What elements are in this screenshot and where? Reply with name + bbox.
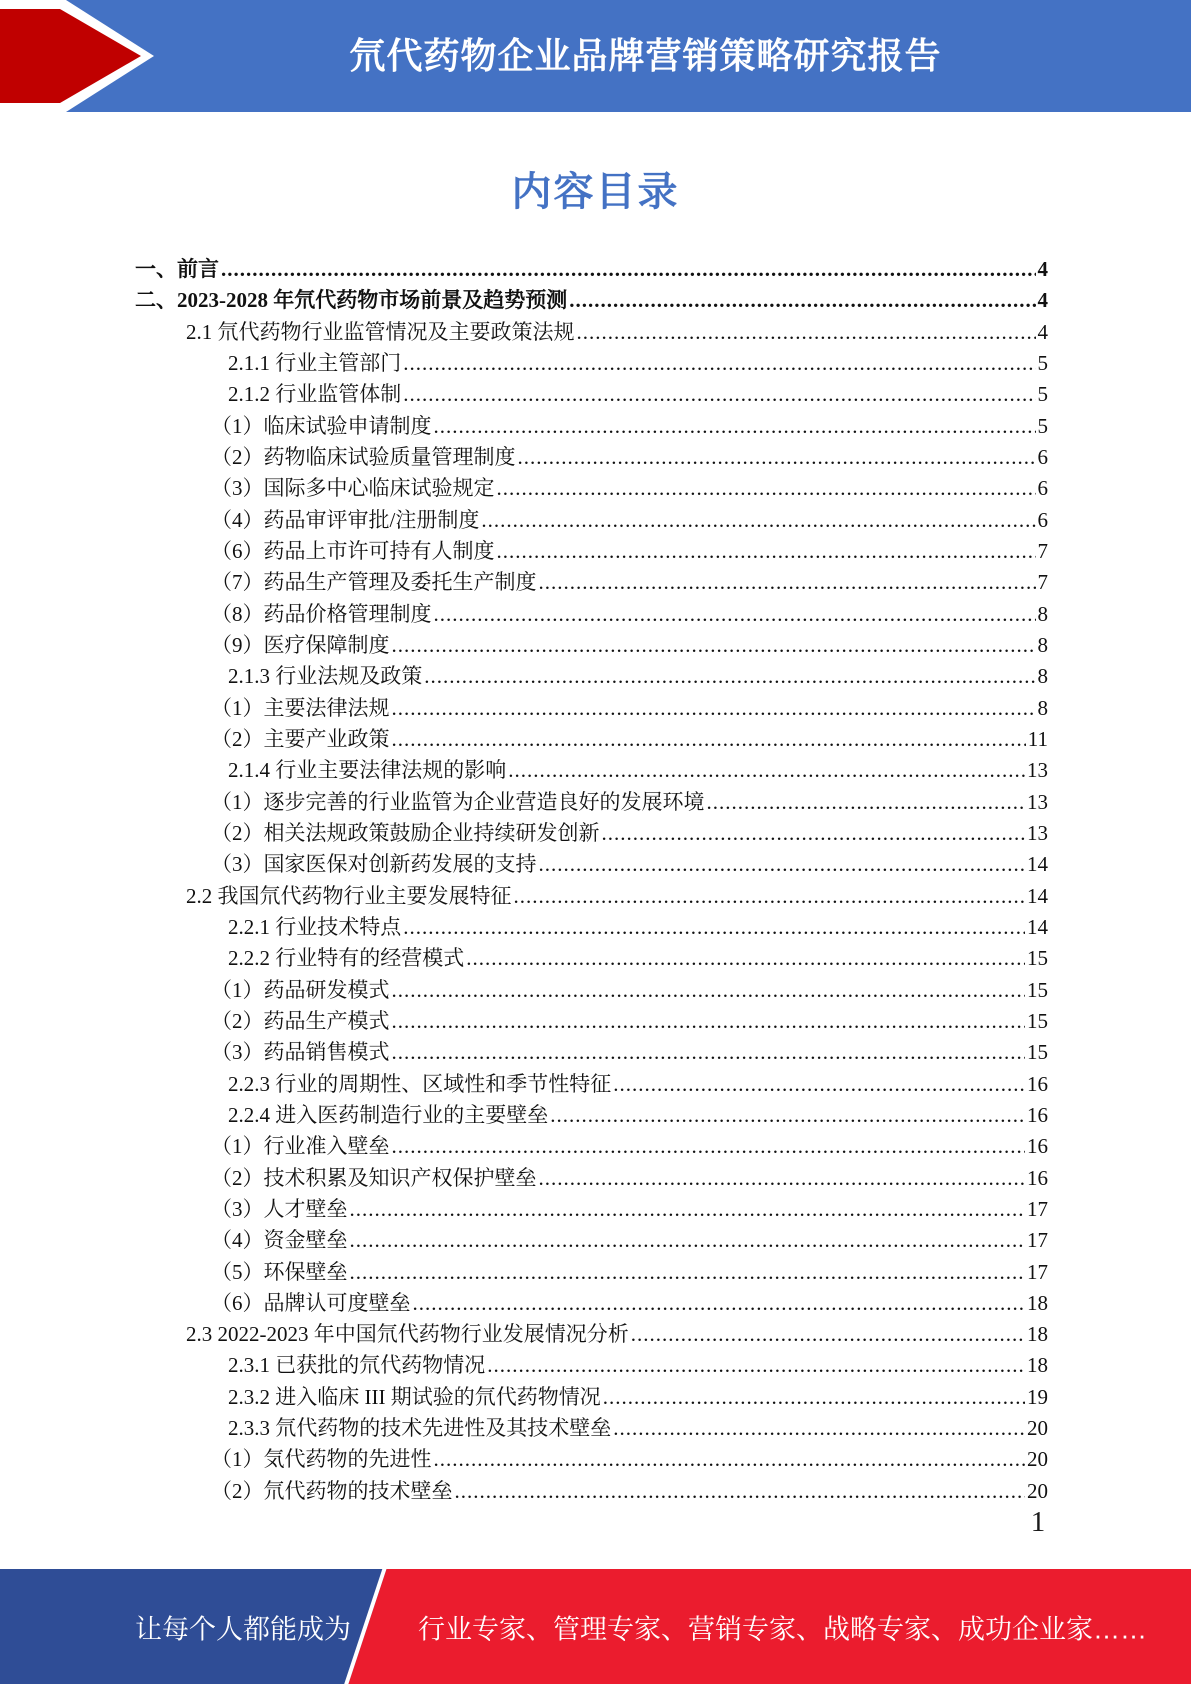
toc-entry[interactable]: [135, 849, 1048, 880]
toc-dot-leader: [497, 473, 1036, 504]
toc-dot-leader: [631, 1319, 1025, 1350]
toc-dot-leader: [569, 285, 1035, 316]
toc-dot-leader: [434, 411, 1036, 442]
toc-entry-label: （3）国际多中心临床试验规定: [211, 476, 495, 501]
toc-dot-leader: [481, 505, 1035, 536]
toc-entry[interactable]: [135, 1163, 1048, 1194]
toc-dot-leader: [392, 975, 1026, 1006]
toc-dot-leader: [403, 379, 1035, 410]
toc-entry[interactable]: [135, 1225, 1048, 1256]
toc-entry-label: （1）主要法律法规: [211, 695, 390, 720]
toc-entry[interactable]: [135, 755, 1048, 786]
toc-entry-label: （3）人才壁垒: [211, 1196, 348, 1221]
toc-entry-label: 2.2 我国氘代药物行业主要发展特征: [186, 883, 512, 908]
toc-entry-label: （6）品牌认可度壁垒: [211, 1290, 411, 1315]
toc-entry-label: （2）药物临床试验质量管理制度: [211, 444, 516, 469]
toc-entry-label: （4）药品审评审批/注册制度: [211, 507, 480, 532]
toc-dot-leader: [539, 567, 1036, 598]
toc-dot-leader: [497, 536, 1036, 567]
toc-entry[interactable]: [135, 1006, 1048, 1037]
report-title: 氘代药物企业品牌营销策略研究报告: [349, 35, 942, 76]
toc-entry-label: （4）资金壁垒: [211, 1228, 348, 1253]
toc-entry[interactable]: [135, 379, 1048, 410]
toc-entry-page: 18: [1027, 1322, 1048, 1347]
toc-entry-page: 8: [1037, 664, 1048, 689]
toc-entry-label: 2.2.2 行业特有的经营模式: [228, 946, 465, 971]
toc-entry-page: 16: [1027, 1134, 1048, 1159]
toc-entry[interactable]: [135, 1413, 1048, 1444]
toc-entry-label: （1）気代药物的先进性: [211, 1447, 432, 1472]
toc-dot-leader: [434, 1444, 1026, 1475]
toc-entry[interactable]: [135, 536, 1048, 567]
toc-dot-leader: [350, 1257, 1026, 1288]
toc-entry-label: 2.1 氘代药物行业监管情况及主要政策法规: [186, 319, 575, 344]
toc-entry-label: （1）行业准入壁垒: [211, 1134, 390, 1159]
toc-entry-page: 5: [1037, 350, 1048, 375]
toc-dot-leader: [392, 1006, 1026, 1037]
toc-entry-label: （5）环保壁垒: [211, 1259, 348, 1284]
toc-entry[interactable]: [135, 254, 1048, 285]
toc-entry-label: 2.1.3 行业法规及政策: [228, 664, 423, 689]
toc-entry[interactable]: [135, 1288, 1048, 1319]
toc-entry-page: 4: [1037, 288, 1048, 313]
toc-entry-page: 20: [1027, 1416, 1048, 1441]
toc-entry[interactable]: [135, 285, 1048, 316]
toc-entry-label: （7）药品生产管理及委托生产制度: [211, 570, 537, 595]
toc-entry-label: （2）相关法规政策鼓励企业持续研发创新: [211, 820, 600, 845]
toc-entry-page: 8: [1037, 632, 1048, 657]
toc-dot-leader: [577, 317, 1036, 348]
toc-heading: 内容目录: [511, 169, 680, 214]
toc-entry-label: 2.2.4 进入医药制造行业的主要壁垒: [228, 1102, 549, 1127]
toc-entry[interactable]: [135, 975, 1048, 1006]
toc-entry-page: 15: [1027, 977, 1048, 1002]
toc-entry-page: 18: [1027, 1353, 1048, 1378]
toc-dot-leader: [455, 1476, 1026, 1507]
toc-entry-page: 14: [1027, 883, 1048, 908]
toc-entry-page: 16: [1027, 1071, 1048, 1096]
toc-entry-page: 6: [1037, 444, 1048, 469]
toc-entry[interactable]: [135, 442, 1048, 473]
toc-dot-leader: [603, 1382, 1025, 1413]
toc-entry-page: 15: [1027, 1040, 1048, 1065]
toc-entry-page: 20: [1027, 1447, 1048, 1472]
toc-entry[interactable]: [135, 943, 1048, 974]
toc-entry-label: 2.3 2022-2023 年中国氘代药物行业发展情况分析: [186, 1322, 629, 1347]
toc-entry-page: 18: [1027, 1290, 1048, 1315]
toc-entry-label: （2）主要产业政策: [211, 726, 390, 751]
toc-entry[interactable]: [135, 599, 1048, 630]
toc-list: [135, 254, 1048, 1507]
toc-entry-label: 2.3.3 氘代药物的技术先进性及其技术壁垒: [228, 1416, 612, 1441]
toc-dot-leader: [487, 1350, 1025, 1381]
toc-dot-leader: [514, 881, 1026, 912]
toc-entry-page: 17: [1027, 1196, 1048, 1221]
toc-entry-page: 17: [1027, 1259, 1048, 1284]
toc-entry[interactable]: [135, 1257, 1048, 1288]
toc-entry-page: 7: [1037, 570, 1048, 595]
toc-entry-page: 14: [1027, 852, 1048, 877]
toc-dot-leader: [392, 1131, 1026, 1162]
toc-entry-label: （9）医疗保障制度: [211, 632, 390, 657]
toc-entry[interactable]: [135, 411, 1048, 442]
toc-entry[interactable]: [135, 881, 1048, 912]
toc-entry[interactable]: [135, 1476, 1048, 1507]
toc-entry[interactable]: [135, 1444, 1048, 1475]
toc-entry-page: 13: [1027, 820, 1048, 845]
toc-entry[interactable]: [135, 1350, 1048, 1381]
page-number: 1: [1030, 1506, 1046, 1538]
header-banner: [0, 0, 1191, 112]
toc-entry[interactable]: [135, 693, 1048, 724]
toc-dot-leader: [508, 755, 1025, 786]
toc-entry[interactable]: [135, 505, 1048, 536]
toc-dot-leader: [707, 787, 1026, 818]
toc-entry-label: （6）药品上市许可持有人制度: [211, 538, 495, 563]
toc-entry-page: 15: [1027, 1008, 1048, 1033]
toc-entry-page: 19: [1027, 1384, 1048, 1409]
toc-entry-label: （1）临床试验申请制度: [211, 413, 432, 438]
toc-entry-label: （8）药品价格管理制度: [211, 601, 432, 626]
toc-dot-leader: [466, 943, 1025, 974]
toc-dot-leader: [613, 1069, 1025, 1100]
toc-entry[interactable]: [135, 630, 1048, 661]
toc-entry-label: 2.2.1 行业技术特点: [228, 914, 402, 939]
toc-entry-label: 二、2023-2028 年氘代药物市场前景及趋势预测: [135, 288, 568, 313]
toc-entry[interactable]: [135, 1194, 1048, 1225]
toc-dot-leader: [403, 348, 1035, 379]
toc-dot-leader: [613, 1413, 1025, 1444]
toc-dot-leader: [392, 693, 1036, 724]
toc-entry-page: 6: [1037, 507, 1048, 532]
toc-entry-label: 一、前言: [135, 257, 219, 281]
toc-dot-leader: [539, 849, 1026, 880]
toc-entry-label: 2.1.4 行业主要法律法规的影响: [228, 758, 507, 783]
toc-entry[interactable]: [135, 818, 1048, 849]
toc-dot-leader: [350, 1194, 1026, 1225]
toc-dot-leader: [392, 724, 1026, 755]
toc-entry-page: 8: [1037, 601, 1048, 626]
toc-entry-label: 2.3.1 已获批的氘代药物情况: [228, 1353, 486, 1378]
toc-entry-label: （2）氘代药物的技术壁垒: [211, 1478, 453, 1503]
toc-entry-page: 16: [1027, 1102, 1048, 1127]
toc-entry-page: 4: [1037, 319, 1048, 344]
toc-entry[interactable]: [135, 1382, 1048, 1413]
toc-entry[interactable]: [135, 567, 1048, 598]
toc-entry-page: 5: [1037, 413, 1048, 438]
toc-entry-page: 8: [1037, 695, 1048, 720]
toc-dot-leader: [221, 254, 1036, 285]
toc-dot-leader: [413, 1288, 1026, 1319]
toc-entry-page: 6: [1037, 476, 1048, 501]
footer-slogan-left: 让每个人都能成为: [135, 1614, 351, 1644]
toc-entry-page: 5: [1037, 382, 1048, 407]
toc-dot-leader: [424, 661, 1035, 692]
toc-dot-leader: [392, 1037, 1026, 1068]
toc-entry[interactable]: [135, 1037, 1048, 1068]
toc-entry-page: 14: [1027, 914, 1048, 939]
toc-dot-leader: [550, 1100, 1025, 1131]
toc-entry-label: （3）国家医保对创新药发展的支持: [211, 852, 537, 877]
toc-entry-label: 2.1.2 行业监管体制: [228, 382, 402, 407]
toc-entry[interactable]: [135, 1131, 1048, 1162]
toc-dot-leader: [403, 912, 1025, 943]
toc-entry[interactable]: [135, 473, 1048, 504]
toc-entry[interactable]: [135, 1319, 1048, 1350]
toc-entry[interactable]: [135, 317, 1048, 348]
toc-entry-label: （1）逐步完善的行业监管为企业营造良好的发展环境: [211, 789, 705, 814]
toc-dot-leader: [518, 442, 1036, 473]
toc-entry[interactable]: [135, 724, 1048, 755]
toc-entry-label: 2.3.2 进入临床 III 期试验的氘代药物情况: [228, 1384, 601, 1409]
toc-entry[interactable]: [135, 787, 1048, 818]
toc-entry-page: 13: [1027, 758, 1048, 783]
toc-dot-leader: [350, 1225, 1026, 1256]
footer-banner: [0, 1569, 1191, 1684]
toc-entry[interactable]: [135, 912, 1048, 943]
toc-entry[interactable]: [135, 1069, 1048, 1100]
red-chevron-icon: [0, 0, 160, 112]
toc-entry-page: 17: [1027, 1228, 1048, 1253]
footer-slogan-right: 行业专家、管理专家、营销专家、战略专家、成功企业家……: [418, 1614, 1147, 1644]
toc-dot-leader: [539, 1163, 1026, 1194]
toc-entry-page: 16: [1027, 1165, 1048, 1190]
toc-entry-label: 2.1.1 行业主管部门: [228, 350, 402, 375]
toc-entry-page: 7: [1037, 538, 1048, 563]
toc-entry-label: （1）药品研发模式: [211, 977, 390, 1002]
toc-dot-leader: [434, 599, 1036, 630]
toc-entry-label: 2.2.3 行业的周期性、区域性和季节性特征: [228, 1071, 612, 1096]
toc-entry[interactable]: [135, 1100, 1048, 1131]
toc-entry-page: 15: [1027, 946, 1048, 971]
toc-entry-page: 4: [1037, 257, 1048, 281]
toc-entry-page: 13: [1027, 789, 1048, 814]
toc-dot-leader: [602, 818, 1026, 849]
toc-entry-page: 20: [1027, 1478, 1048, 1503]
toc-entry[interactable]: [135, 348, 1048, 379]
toc-entry-label: （2）药品生产模式: [211, 1008, 390, 1033]
toc-dot-leader: [392, 630, 1036, 661]
toc-entry-page: 11: [1027, 726, 1048, 751]
toc-entry[interactable]: [135, 661, 1048, 692]
toc-entry-label: （2）技术积累及知识产权保护壁垒: [211, 1165, 537, 1190]
toc-entry-label: （3）药品销售模式: [211, 1040, 390, 1065]
